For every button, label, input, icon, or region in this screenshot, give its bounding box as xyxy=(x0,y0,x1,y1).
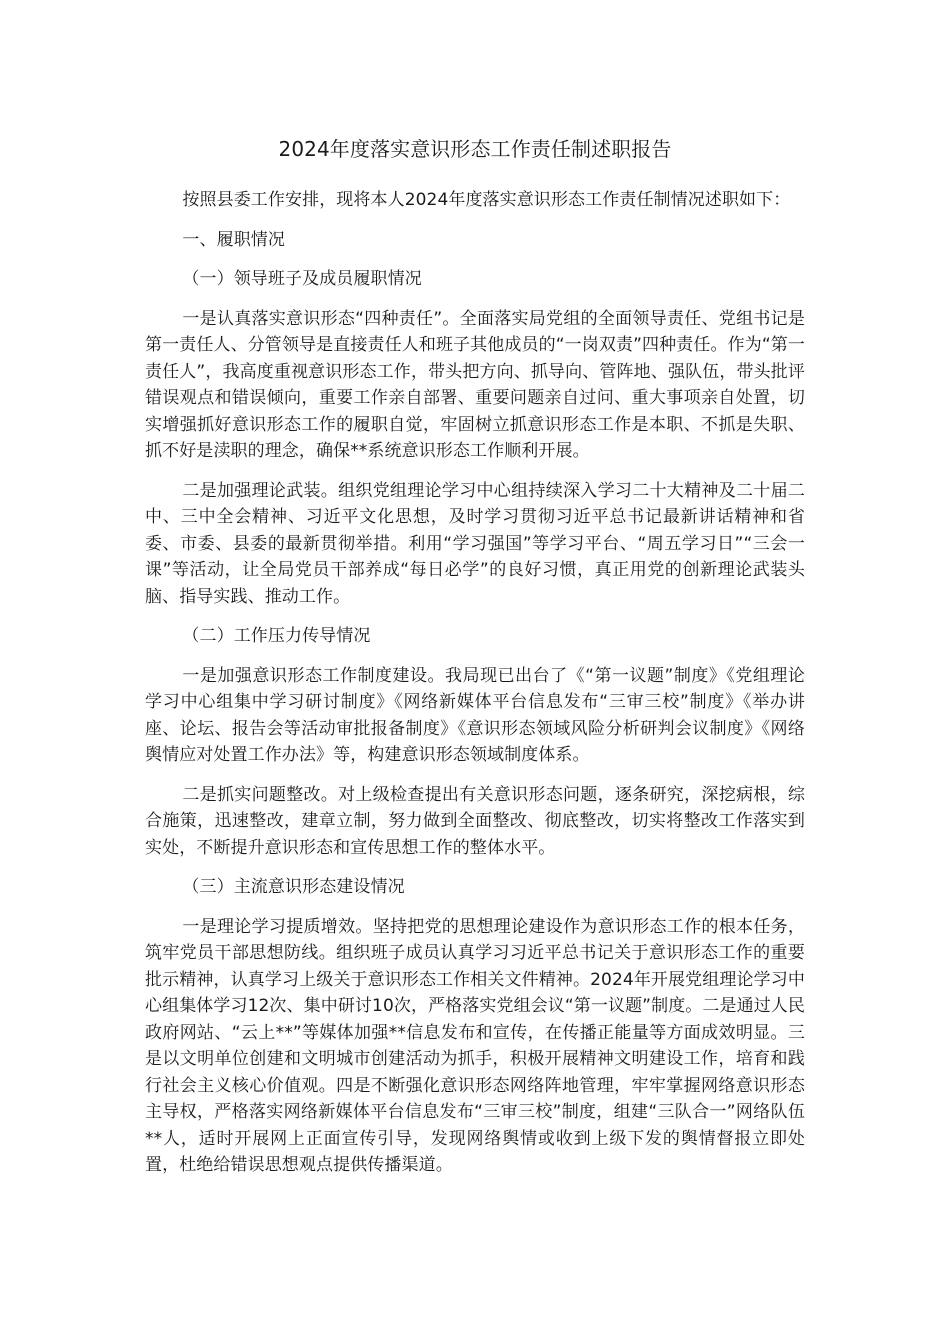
subsection-heading-2: （二）工作压力传导情况 xyxy=(182,626,371,646)
intro-paragraph: 按照县委工作安排，现将本人2024年度落实意识形态工作责任制情况述职如下： xyxy=(182,190,791,210)
subsection-heading-1: （一）领导班子及成员履职情况 xyxy=(182,269,422,289)
paragraph-4: 二是抓实问题整改。对上级检查提出有关意识形态问题，逐条研究，深挖病根，综合施策，迅速整改，建章立制，努力做到全面整改、彻底整改，切实将整改工作落实到实处，不断提升意识形态和宣传思想工作的整体水平。 xyxy=(145,784,805,858)
paragraph-5: 一是理论学习提质增效。坚持把党的思想理论建设作为意识形态工作的根本任务，筑牢党员干部思想防线。组织班子成员认真学习习近平总书记关于意识形态工作的重要批示精神，认真学习上级关于意识形态工作相关文件精神。2024年开展党组理论学习中心组集体学习12次、集中研讨10次，严格落实党组会议“第一议题”制度。二是通过人民政府网站、“云上**”等媒体加强**信息发布和宣传，在传播正能量等方面成效明显。三是以文明单位创建和文明城市创建活动为抓手，积极开展精神文明建设工作，培育和践行社会主义核心价值观。四是不断强化意识形态网络阵地管理，牢牢掌握网络意识形态主导权，严格落实网络新媒体平台信息发布“三审三校”制度，组建“三队合一”网络队伍**人，适时开展网上正面宣传引导，发现网络舆情或收到上级下发的舆情督报立即处置，杜绝给错误思想观点提供传播渠道。 xyxy=(145,916,805,1175)
document-title: 2024年度落实意识形态工作责任制述职报告 xyxy=(278,137,672,161)
subsection-heading-3: （三）主流意识形态建设情况 xyxy=(182,877,405,897)
paragraph-3: 一是加强意识形态工作制度建设。我局现已出台了《“第一议题”制度》《党组理论学习中心组集中学习研讨制度》《网络新媒体平台信息发布“三审三校”制度》《举办讲座、论坛、报告会等活动审批报备制度》《意识形态领域风险分析研判会议制度》《网络舆情应对处置工作办法》等，构建意识形态领域制度体系。 xyxy=(145,665,805,765)
paragraph-1: 一是认真落实意识形态“四种责任”。全面落实局党组的全面领导责任、党组书记是第一责任人、分管领导是直接责任人和班子其他成员的“一岗双责”四种责任。作为“第一责任人”，我高度重视意识形态工作，带头把方向、抓导向、管阵地、强队伍，带头批评错误观点和错误倾向，重要工作亲自部署、重要问题亲自过问、重大事项亲自处置，切实增强抓好意识形态工作的履职自觉，牢固树立抓意识形态工作是本职、不抓是失职、抓不好是渎职的理念，确保**系统意识形态工作顺利开展。 xyxy=(145,308,805,461)
paragraph-2: 二是加强理论武装。组织党组理论学习中心组持续深入学习二十大精神及二十届二中、三中全会精神、习近平文化思想，及时学习贯彻习近平总书记最新讲话精神和省委、市委、县委的最新贯彻举措。利用“学习强国”等学习平台、“周五学习日”“三会一课”等活动，让全局党员干部养成“每日必学”的良好习惯，真正用党的创新理论武装头脑、指导实践、推动工作。 xyxy=(145,480,805,607)
document-page xyxy=(145,132,805,1183)
section-heading-1: 一、履职情况 xyxy=(182,229,285,250)
